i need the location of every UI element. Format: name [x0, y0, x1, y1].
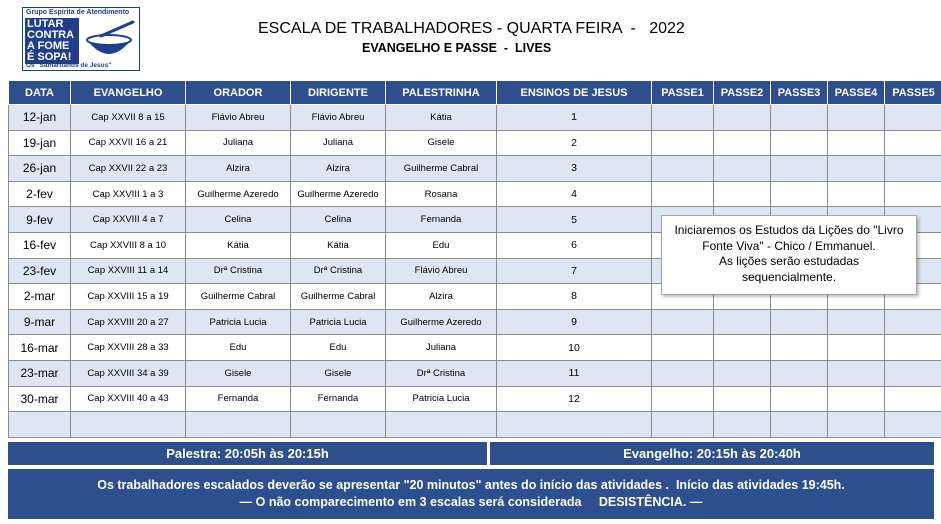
evangelho-cell: Cap XXVIII 1 a 3 — [71, 181, 186, 207]
date-cell: 9-mar — [9, 309, 71, 335]
passe5-cell — [885, 335, 941, 361]
ensinos-cell: 11 — [497, 360, 652, 386]
palestra-time: Palestra: 20:05h às 20:15h — [8, 442, 487, 465]
page-title: ESCALA DE TRABALHADORES - QUARTA FEIRA - 2022 — [258, 20, 685, 37]
passe5-cell — [885, 130, 941, 156]
table-row — [9, 156, 941, 182]
passe2-cell — [714, 130, 771, 156]
column-header: PASSE2 — [714, 81, 771, 105]
passe4-cell — [828, 105, 885, 131]
ensinos-cell — [497, 412, 652, 438]
dirigente-cell: Kátia — [291, 232, 386, 258]
palestrinha-cell: Gisele — [386, 130, 497, 156]
palestrinha-cell: Guilherme Azeredo — [386, 309, 497, 335]
table-row — [9, 130, 941, 156]
ensinos-cell: 9 — [497, 309, 652, 335]
dirigente-cell: Juliana — [291, 130, 386, 156]
passe2-cell — [714, 360, 771, 386]
evangelho-cell — [71, 412, 186, 438]
passe3-cell — [771, 335, 828, 361]
palestrinha-cell: Edu — [386, 232, 497, 258]
passe1-cell — [652, 309, 714, 335]
ensinos-cell: 3 — [497, 156, 652, 182]
passe1-cell — [652, 156, 714, 182]
palestrinha-cell: Fernanda — [386, 207, 497, 233]
evangelho-cell: Cap XXVIII 34 a 39 — [71, 360, 186, 386]
orador-cell: Kátia — [186, 232, 291, 258]
evangelho-cell: Cap XXVII 16 a 21 — [71, 130, 186, 156]
logo-line: CONTRA — [27, 29, 75, 41]
table-row — [9, 386, 941, 412]
dirigente-cell: Guilherme Cabral — [291, 284, 386, 310]
ensinos-cell: 10 — [497, 335, 652, 361]
orador-cell — [186, 412, 291, 438]
date-cell: 30-mar — [9, 386, 71, 412]
logo-line: É SOPA! — [27, 51, 72, 63]
passe1-cell — [652, 412, 714, 438]
dirigente-cell: Fernanda — [291, 386, 386, 412]
note-line: Iniciaremos os Estudos da Lições do "Livro — [674, 223, 904, 237]
passe3-cell — [771, 105, 828, 131]
date-cell: 23-fev — [9, 258, 71, 284]
evangelho-cell: Cap XXVIII 11 a 14 — [71, 258, 186, 284]
evangelho-cell: Cap XXVII 22 a 23 — [71, 156, 186, 182]
passe4-cell — [828, 309, 885, 335]
date-cell: 16-fev — [9, 232, 71, 258]
ensinos-cell: 6 — [497, 232, 652, 258]
table-row — [9, 412, 941, 438]
column-header: PASSE3 — [771, 81, 828, 105]
ensinos-cell: 8 — [497, 284, 652, 310]
instruction-line: Os trabalhadores escalados deverão se apresentar "20 minutos" antes do início das atividades . Início das atividades 19:45h. — [97, 478, 845, 492]
orador-cell: Edu — [186, 335, 291, 361]
date-cell: 19-jan — [9, 130, 71, 156]
passe5-cell — [885, 360, 941, 386]
evangelho-cell: Cap XXVIII 4 a 7 — [71, 207, 186, 233]
passe5-cell — [885, 386, 941, 412]
passe2-cell — [714, 105, 771, 131]
dirigente-cell: Celina — [291, 207, 386, 233]
date-cell: 2-mar — [9, 284, 71, 310]
ensinos-cell: 4 — [497, 181, 652, 207]
passe4-cell — [828, 412, 885, 438]
date-cell: 12-jan — [9, 105, 71, 131]
evangelho-time: Evangelho: 20:15h às 20:40h — [490, 442, 934, 465]
passe3-cell — [771, 309, 828, 335]
column-header: EVANGELHO — [71, 81, 186, 105]
evangelho-cell: Cap XXVIII 40 a 43 — [71, 386, 186, 412]
logo-line: A FOME — [27, 40, 70, 52]
evangelho-cell: Cap XXVIII 8 a 10 — [71, 232, 186, 258]
passe5-cell — [885, 156, 941, 182]
palestrinha-cell: Flávio Abreu — [386, 258, 497, 284]
passe1-cell — [652, 181, 714, 207]
passe1-cell — [652, 105, 714, 131]
palestrinha-cell — [386, 412, 497, 438]
dirigente-cell: Edu — [291, 335, 386, 361]
ensinos-cell: 12 — [497, 386, 652, 412]
table-header-row — [9, 81, 941, 105]
palestrinha-cell: Alzira — [386, 284, 497, 310]
dirigente-cell: Drª Cristina — [291, 258, 386, 284]
study-note-callout — [661, 215, 917, 295]
passe1-cell — [652, 386, 714, 412]
palestrinha-cell: Patricia Lucia — [386, 386, 497, 412]
column-header: DATA — [9, 81, 71, 105]
ensinos-cell: 7 — [497, 258, 652, 284]
passe3-cell — [771, 360, 828, 386]
schedule-times-bar — [8, 442, 934, 465]
passe5-cell — [885, 181, 941, 207]
instruction-line: — O não comparecimento em 3 escalas será considerada DESISTÊNCIA. — — [239, 495, 703, 509]
passe2-cell — [714, 335, 771, 361]
orador-cell: Guilherme Azeredo — [186, 181, 291, 207]
passe3-cell — [771, 130, 828, 156]
passe5-cell — [885, 412, 941, 438]
note-line: As lições serão estudadas — [718, 254, 860, 268]
logo-text-block — [25, 18, 79, 64]
date-cell: 26-jan — [9, 156, 71, 182]
passe3-cell — [771, 181, 828, 207]
passe4-cell — [828, 130, 885, 156]
palestrinha-cell: Guilherme Cabral — [386, 156, 497, 182]
passe3-cell — [771, 386, 828, 412]
orador-cell: Patricia Lucia — [186, 309, 291, 335]
ensinos-cell: 2 — [497, 130, 652, 156]
orador-cell: Fernanda — [186, 386, 291, 412]
passe1-cell — [652, 335, 714, 361]
dirigente-cell — [291, 412, 386, 438]
evangelho-cell: Cap XXVIII 20 a 27 — [71, 309, 186, 335]
dirigente-cell: Flávio Abreu — [291, 105, 386, 131]
organization-logo — [22, 7, 140, 71]
page-subtitle: EVANGELHO E PASSE - LIVES — [362, 41, 552, 55]
passe2-cell — [714, 309, 771, 335]
column-header: ENSINOS DE JESUS — [497, 81, 652, 105]
passe2-cell — [714, 412, 771, 438]
palestrinha-cell: Rosana — [386, 181, 497, 207]
passe2-cell — [714, 156, 771, 182]
column-header: PASSE5 — [885, 81, 941, 105]
orador-cell: Juliana — [186, 130, 291, 156]
passe1-cell — [652, 360, 714, 386]
instructions-bar — [8, 469, 934, 519]
logo-line: LUTAR — [27, 18, 64, 30]
passe4-cell — [828, 181, 885, 207]
date-cell: 9-fev — [9, 207, 71, 233]
orador-cell: Flávio Abreu — [186, 105, 291, 131]
passe4-cell — [828, 335, 885, 361]
dirigente-cell: Guilherme Azeredo — [291, 181, 386, 207]
dirigente-cell: Patricia Lucia — [291, 309, 386, 335]
logo-top-text: Grupo Espírita de Atendimento — [26, 9, 130, 16]
table-row — [9, 309, 941, 335]
passe2-cell — [714, 386, 771, 412]
orador-cell: Gisele — [186, 360, 291, 386]
passe1-cell — [652, 130, 714, 156]
table-row — [9, 335, 941, 361]
table-row — [9, 360, 941, 386]
orador-cell: Celina — [186, 207, 291, 233]
column-header: PASSE1 — [652, 81, 714, 105]
date-cell: 2-fev — [9, 181, 71, 207]
note-line: Fonte Viva" - Chico / Emmanuel. — [702, 238, 876, 253]
table-row — [9, 181, 941, 207]
column-header: ORADOR — [186, 81, 291, 105]
orador-cell: Drª Cristina — [186, 258, 291, 284]
soup-bowl-icon — [81, 18, 137, 64]
dirigente-cell: Alzira — [291, 156, 386, 182]
passe3-cell — [771, 412, 828, 438]
table-row — [9, 105, 941, 131]
column-header: PASSE4 — [828, 81, 885, 105]
passe2-cell — [714, 181, 771, 207]
passe4-cell — [828, 386, 885, 412]
column-header: DIRIGENTE — [291, 81, 386, 105]
date-cell: 23-mar — [9, 360, 71, 386]
palestrinha-cell: Drª Cristina — [386, 360, 497, 386]
passe4-cell — [828, 360, 885, 386]
date-cell: 16-mar — [9, 335, 71, 361]
note-line: sequencialmente. — [741, 269, 837, 284]
palestrinha-cell: Kátia — [386, 105, 497, 131]
passe5-cell — [885, 309, 941, 335]
dirigente-cell: Gisele — [291, 360, 386, 386]
ensinos-cell: 1 — [497, 105, 652, 131]
orador-cell: Alzira — [186, 156, 291, 182]
passe5-cell — [885, 105, 941, 131]
logo-bottom-text: Os "Samaritanos de Jesus" — [26, 62, 112, 69]
orador-cell: Guilherme Cabral — [186, 284, 291, 310]
evangelho-cell: Cap XXVIII 28 a 33 — [71, 335, 186, 361]
palestrinha-cell: Juliana — [386, 335, 497, 361]
column-header: PALESTRINHA — [386, 81, 497, 105]
passe4-cell — [828, 156, 885, 182]
evangelho-cell: Cap XXVIII 15 a 19 — [71, 284, 186, 310]
evangelho-cell: Cap XXVII 8 a 15 — [71, 105, 186, 131]
ensinos-cell: 5 — [497, 207, 652, 233]
date-cell — [9, 412, 71, 438]
passe3-cell — [771, 156, 828, 182]
